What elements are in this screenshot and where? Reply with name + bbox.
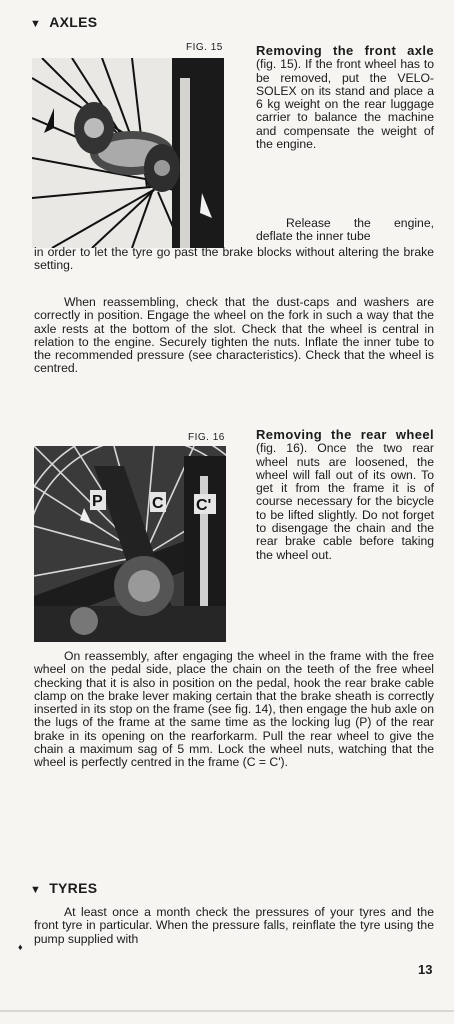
fig15-photo-front-axle [32,58,224,248]
fig15-label: FIG. 15 [186,42,223,53]
front-axle-text: (fig. 15). If the front wheel has to be removed, put the VELO-SOLEX on its stand and place a 6 kg weight on the rear luggage carrier to balance the machine and compensate the weight of the engine. [256,57,434,152]
front-axle-title: Removing the front axle [256,43,434,58]
fig16-marker-c: C [152,495,164,512]
fig16-marker-p: P [92,493,103,510]
page-number: 13 [418,962,433,977]
tyres-heading-text: TYRES [49,880,98,896]
rear-wheel-paragraph [256,428,434,562]
front-axle-paragraph [256,44,434,151]
axles-heading-text: AXLES [49,14,98,30]
release-engine-line: Release the engine, deflate the inner tube [256,216,434,244]
bottom-edge-divider [0,1010,454,1012]
rear-wheel-title: Removing the rear wheel [256,427,434,442]
fig16-label: FIG. 16 [188,432,225,443]
triangle-marker-icon: ▼ [30,18,42,30]
fig16-marker-c-prime: C' [196,497,212,514]
release-engine-continuation: in order to let the tyre go past the brake blocks without altering the brake setting. [34,245,434,273]
tyres-paragraph: At least once a month check the pressures of your tyres and the front tyre in particular. When the pressure falls, reinflate the tyre using the pump supplied with [34,905,434,946]
reassembling-paragraph: When reassembling, check that the dust-caps and washers are correctly in position. Engage the wheel on the fork in such a way that the axle rests at the bottom of the slot. Check that the wheel is central in relation to the engine. Securely tighten the nuts. Inflate the inner tube to the recommended pressure (see characteristics). Check that the wheel is centred. [34,295,434,376]
triangle-marker-icon: ▼ [30,884,42,896]
fig16-photo-rear-wheel [34,446,226,642]
margin-bullet-icon: ♦ [18,942,23,952]
section-heading-axles [30,14,97,30]
section-heading-tyres [30,880,97,896]
on-reassembly-paragraph: On reassembly, after engaging the wheel in the frame with the free wheel on the pedal side, place the chain on the teeth of the free wheel checking that it is also in position on the pedal, hook the rear brake cable clamp on the brake lever making certain that the brake sheath is correctly inserted in its stop on the frame (see fig. 14), then engage the hub axle on the lugs of the frame at the same time as the locking lug (P) of the rear brake in its opening on the rearforkarm. Pull the rear wheel to give the chain a maximum sag of 5 mm. Lock the wheel nuts, watching that the wheel is perfectly centred in the frame (C = C'). [34,649,434,770]
rear-wheel-text: (fig. 16). Once the two rear wheel nuts are loosened, the wheel will fall out of its own. To get it from the frame it is of course necessary for the bicycle to be lifted slightly. Do not forget to disengage the chain and the rear brake cable before taking the wheel out. [256,441,434,562]
